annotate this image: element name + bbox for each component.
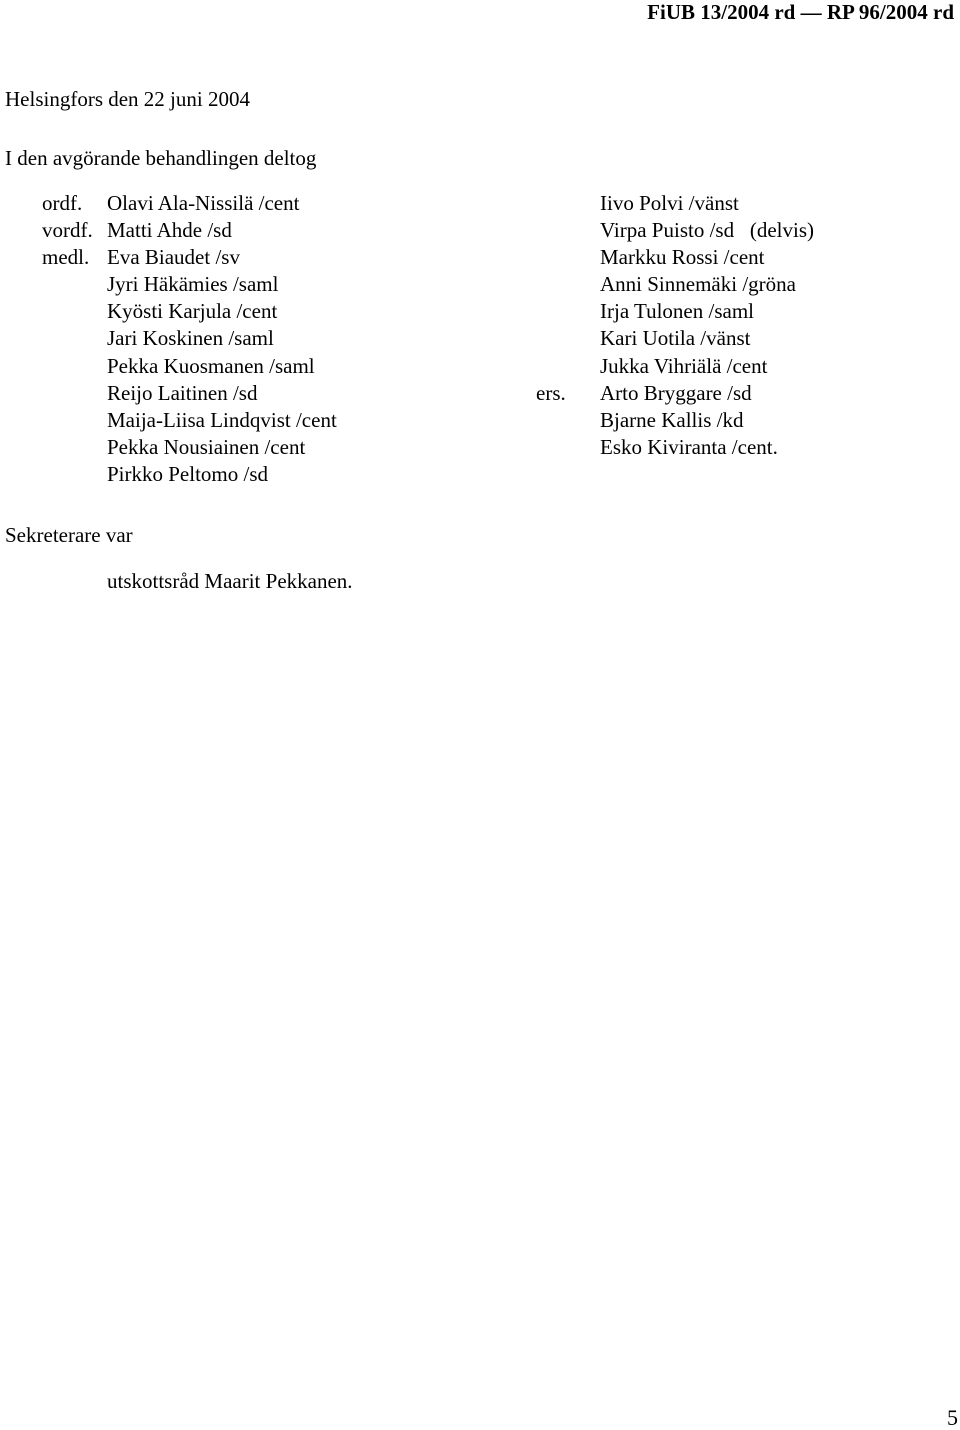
- document-reference-header: FiUB 13/2004 rd — RP 96/2004 rd: [647, 0, 954, 24]
- intro-text: I den avgörande behandlingen deltog: [5, 146, 317, 170]
- role-vice-chair-label: vordf.: [42, 218, 93, 243]
- role-substitutes-label: ers.: [536, 381, 566, 405]
- participant-name: Matti Ahde /sd: [107, 218, 232, 243]
- participant-name: Virpa Puisto /sd (delvis): [600, 218, 814, 243]
- secretary-label: Sekreterare var: [5, 523, 133, 547]
- participant-name: Kari Uotila /vänst: [600, 326, 751, 351]
- participant-name: Jukka Vihriälä /cent: [600, 353, 768, 378]
- participant-name: Markku Rossi /cent: [600, 245, 765, 270]
- participant-name: Jari Koskinen /saml: [107, 326, 274, 351]
- participant-name: Eva Biaudet /sv: [107, 245, 240, 270]
- participants-right-column: [600, 190, 814, 461]
- participant-name: Esko Kiviranta /cent.: [600, 434, 778, 459]
- place-and-date: Helsingfors den 22 juni 2004: [5, 87, 250, 111]
- participant-name: Anni Sinnemäki /gröna: [600, 272, 796, 297]
- participant-name: Pekka Nousiainen /cent: [107, 434, 306, 459]
- participant-name: Pekka Kuosmanen /saml: [107, 353, 315, 378]
- participant-name: Kyösti Karjula /cent: [107, 299, 278, 324]
- role-chair-label: ordf.: [42, 191, 83, 215]
- participant-name: Pirkko Peltomo /sd: [107, 461, 269, 486]
- participant-name: Arto Bryggare /sd: [600, 380, 752, 405]
- participant-name: Olavi Ala-Nissilä /cent: [107, 191, 300, 215]
- participant-name: Jyri Häkämies /saml: [107, 272, 279, 297]
- page-number: 5: [947, 1405, 958, 1430]
- participant-name: Iivo Polvi /vänst: [600, 191, 739, 215]
- participant-name: Bjarne Kallis /kd: [600, 407, 744, 432]
- participant-name: Maija-Liisa Lindqvist /cent: [107, 407, 337, 432]
- role-members-label: medl.: [42, 245, 90, 270]
- participants-left-column: [107, 190, 337, 488]
- secretary-name: utskottsråd Maarit Pekkanen.: [107, 569, 353, 593]
- participant-name: Reijo Laitinen /sd: [107, 380, 258, 405]
- participant-name: Irja Tulonen /saml: [600, 299, 755, 324]
